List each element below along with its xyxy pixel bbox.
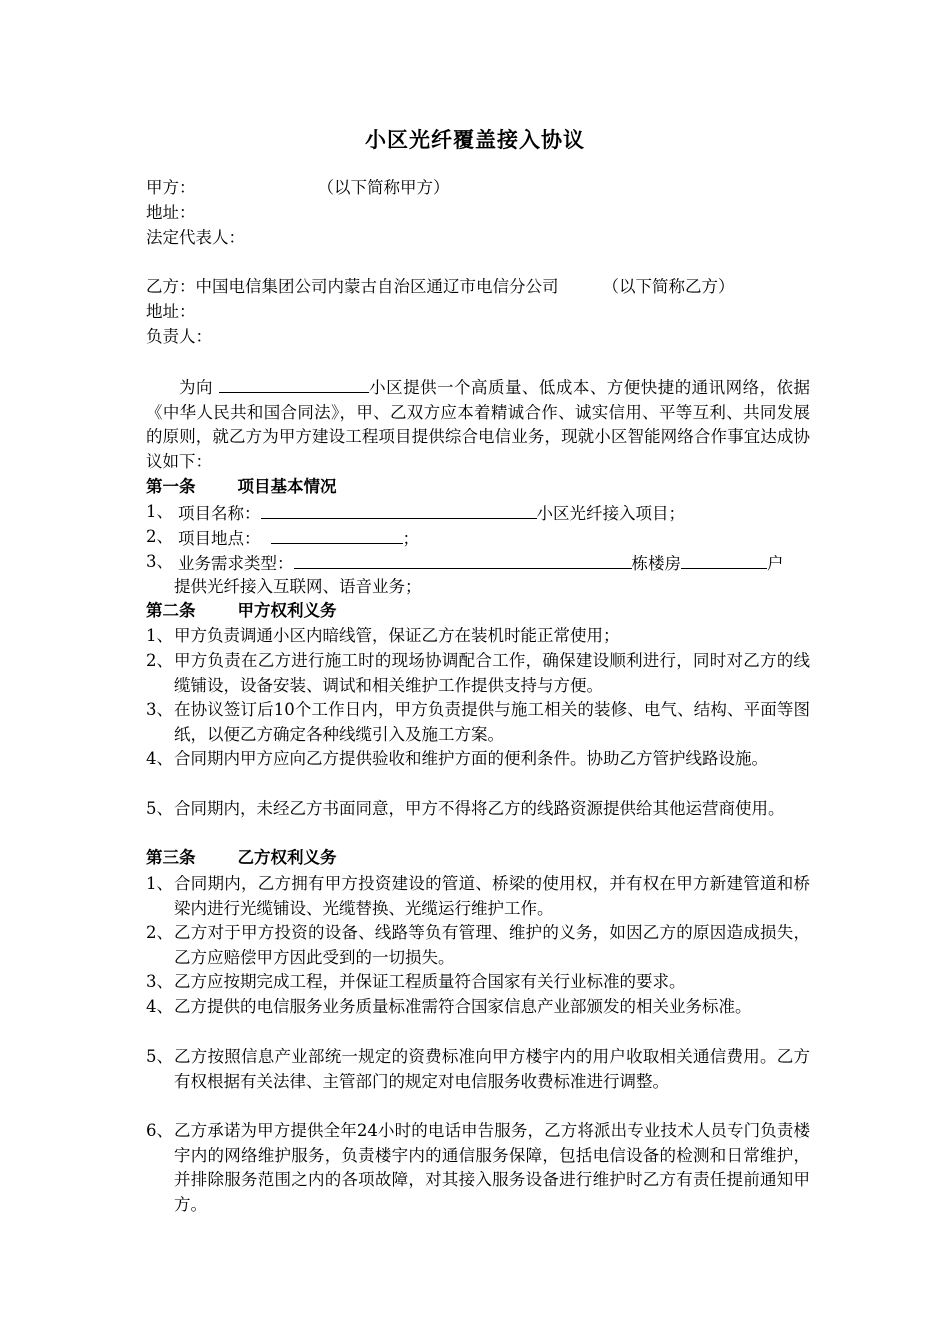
party-b-abbr: （以下简称乙方） bbox=[602, 277, 735, 296]
item-number: 3、 bbox=[146, 700, 173, 719]
community-name-blank bbox=[219, 374, 369, 393]
article-2-heading bbox=[146, 599, 337, 623]
intro-prefix: 为向 bbox=[179, 378, 213, 397]
item-suffix: ； bbox=[402, 529, 419, 548]
households-blank bbox=[681, 550, 767, 569]
article-1-item-2 bbox=[146, 525, 810, 552]
item-label: 业务需求类型： bbox=[178, 554, 294, 573]
item-text: 甲方负责在乙方进行施工时的现场协调配合工作，确保建设顺利进行，同时对乙方的线缆铺设，设备安装、调试和相关维护工作提供支持与方便。 bbox=[174, 651, 810, 695]
party-b-line bbox=[146, 275, 735, 299]
item-mid: 栋楼房 bbox=[631, 554, 681, 573]
party-b-label: 乙方：中国电信集团公司内蒙古自治区通辽市电信分公司 bbox=[146, 277, 559, 296]
article-2-title: 甲方权利义务 bbox=[237, 601, 337, 620]
article-3-item-6 bbox=[146, 1119, 810, 1217]
item-text: 乙方提供的电信服务业务质量标准需符合国家信息产业部颁发的相关业务标准。 bbox=[174, 997, 752, 1016]
article-2-number: 第二条 bbox=[146, 601, 196, 620]
article-2-item-4 bbox=[146, 747, 810, 772]
article-2-item-3 bbox=[146, 698, 810, 747]
project-location-blank bbox=[271, 525, 403, 544]
service-type-blank bbox=[294, 550, 632, 569]
intro-text: 小区提供一个高质量、低成本、方便快捷的通讯网络，依据《中华人民共和国合同法》，甲、乙双方应本着精诚合作、诚实信用、平等互利、共同发展的原则，就乙方为甲方建设工程项目提供综合电信业务，现就小区智能网络合作事宜达成协议如下： bbox=[146, 378, 811, 471]
item-text: 合同期内，乙方拥有甲方投资建设的管道、桥梁的使用权，并有权在甲方新建管道和桥梁内进行光缆铺设、光缆替换、光缆运行维护工作。 bbox=[174, 874, 810, 918]
page-title: 小区光纤覆盖接入协议 bbox=[365, 127, 585, 152]
item-suffix: 户 bbox=[767, 554, 784, 573]
article-3-item-2 bbox=[146, 921, 810, 970]
item-number: 4、 bbox=[146, 997, 173, 1016]
item-number: 2、 bbox=[146, 923, 173, 942]
article-1-item-3-continued: 提供光纤接入互联网、语音业务； bbox=[174, 577, 422, 596]
article-2-item-2 bbox=[146, 649, 810, 698]
article-1-item-3 bbox=[146, 550, 810, 577]
item-suffix: 小区光纤接入项目； bbox=[536, 504, 685, 523]
party-a-abbr: （以下简称甲方） bbox=[317, 178, 450, 197]
article-3-title: 乙方权利义务 bbox=[237, 848, 337, 867]
item-text: 合同期内，未经乙方书面同意，甲方不得将乙方的线路资源提供给其他运营商使用。 bbox=[174, 799, 785, 818]
item-text: 乙方承诺为甲方提供全年24小时的电话申告服务，乙方将派出专业技术人员专门负责楼宇内的网络维护服务，负责楼宇内的通信服务保障，包括电信设备的检测和日常维护，并排除服务范围之内的各项故障，对其接入服务设备进行维护时乙方有责任提前通知甲方。 bbox=[174, 1121, 810, 1214]
article-1-heading bbox=[146, 475, 337, 499]
item-text: 甲方负责调通小区内暗线管，保证乙方在装机时能正常使用； bbox=[174, 626, 620, 645]
item-number: 1、 bbox=[146, 874, 173, 893]
item-number: 4、 bbox=[146, 749, 173, 768]
item-number: 6、 bbox=[146, 1121, 173, 1140]
item-text: 合同期内甲方应向乙方提供验收和维护方面的便利条件。协助乙方管护线路设施。 bbox=[174, 749, 768, 768]
party-a-representative: 法定代表人： bbox=[146, 228, 245, 247]
item-label: 项目地点： bbox=[178, 529, 261, 548]
item-number: 5、 bbox=[146, 799, 173, 818]
item-number: 1、 bbox=[146, 502, 173, 521]
article-3-item-1 bbox=[146, 872, 810, 921]
item-number: 3、 bbox=[146, 552, 173, 571]
party-a-label: 甲方： bbox=[146, 178, 196, 197]
item-text: 乙方按照信息产业部统一规定的资费标准向甲方楼宇内的用户收取相关通信费用。乙方有权根据有关法律、主管部门的规定对电信服务收费标准进行调整。 bbox=[174, 1047, 810, 1091]
party-a-address: 地址： bbox=[146, 203, 196, 222]
article-1-number: 第一条 bbox=[146, 477, 196, 496]
item-number: 3、 bbox=[146, 972, 173, 991]
item-number: 2、 bbox=[146, 527, 173, 546]
item-number: 2、 bbox=[146, 651, 173, 670]
article-3-heading bbox=[146, 846, 337, 870]
article-1-title: 项目基本情况 bbox=[237, 477, 337, 496]
article-3-number: 第三条 bbox=[146, 848, 196, 867]
item-text: 乙方对于甲方投资的设备、线路等负有管理、维护的义务，如因乙方的原因造成损失，乙方应赔偿甲方因此受到的一切损失。 bbox=[174, 923, 810, 967]
item-number: 5、 bbox=[146, 1047, 173, 1066]
article-3-item-5 bbox=[146, 1045, 810, 1094]
article-2-item-5 bbox=[146, 797, 810, 822]
article-2-item-1 bbox=[146, 624, 810, 649]
party-b-representative: 负责人： bbox=[146, 327, 212, 346]
item-text: 在协议签订后10个工作日内，甲方负责提供与施工相关的装修、电气、结构、平面等图纸，以便乙方确定各种线缆引入及施工方案。 bbox=[174, 700, 810, 744]
article-3-item-3 bbox=[146, 970, 810, 995]
party-b-address: 地址： bbox=[146, 302, 196, 321]
article-1-item-1 bbox=[146, 500, 810, 527]
intro-paragraph bbox=[146, 374, 810, 474]
item-text: 乙方应按期完成工程，并保证工程质量符合国家有关行业标准的要求。 bbox=[174, 972, 686, 991]
article-3-item-4 bbox=[146, 995, 810, 1020]
project-name-blank bbox=[261, 500, 537, 519]
party-a-line bbox=[146, 176, 450, 200]
item-number: 1、 bbox=[146, 626, 173, 645]
item-label: 项目名称： bbox=[178, 504, 261, 523]
